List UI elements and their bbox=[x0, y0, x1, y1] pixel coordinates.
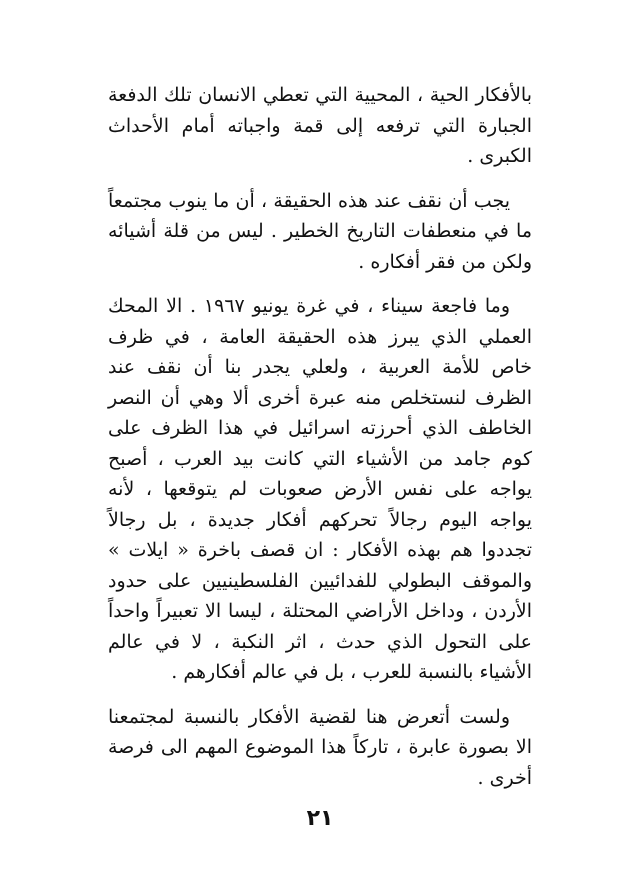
paragraph-3: وما فاجعة سيناء ، في غرة يونيو ١٩٦٧ . الا المحك العملي الذي يبرز هذه الحقيقة العامة ، في ظرف خاص للأمة العربية ، ولعلي يجدر بنا أن نقف عند الظرف لنستخلص منه عبرة أخرى ألا وهي أن النصر الخاطف الذي أحرزته اسرائيل في هذا الظرف على كوم جامد من الأشياء التي كانت بيد العرب ، أصبح يواجه على نفس الأرض صعوبات لم يتوقعها ، لأنه يواجه اليوم رجالاً تحركهم أفكار جديدة ، بل رجالاً تجددوا هم بهذه الأفكار : ان قصف باخرة « ايلات » والموقف البطولي للفدائيين الفلسطينيين على حدود الأردن ، وداخل الأراضي المحتلة ، ليسا الا تعبيراً واحداً على التحول الذي حدث ، اثر النكبة ، لا في عالم الأشياء بالنسبة للعرب ، بل في عالم أفكارهم . bbox=[108, 295, 532, 683]
body-text bbox=[108, 80, 532, 807]
paragraph-2: يجب أن نقف عند هذه الحقيقة ، أن ما ينوب مجتمعاً ما في منعطفات التاريخ الخطير . ليس من قلة أشيائه ولكن من فقر أفكاره . bbox=[108, 189, 532, 273]
page-number: ٢١ bbox=[306, 806, 334, 831]
paragraph-4: ولست أتعرض هنا لقضية الأفكار بالنسبة لمجتمعنا الا بصورة عابرة ، تاركاً هذا الموضوع المهم الى فرصة أخرى . bbox=[108, 705, 533, 789]
paragraph-1: بالأفكار الحية ، المحيية التي تعطي الانسان تلك الدفعة الجبارة التي ترفعه إلى قمة واجباته أمام الأحداث الكبرى . bbox=[108, 84, 532, 167]
